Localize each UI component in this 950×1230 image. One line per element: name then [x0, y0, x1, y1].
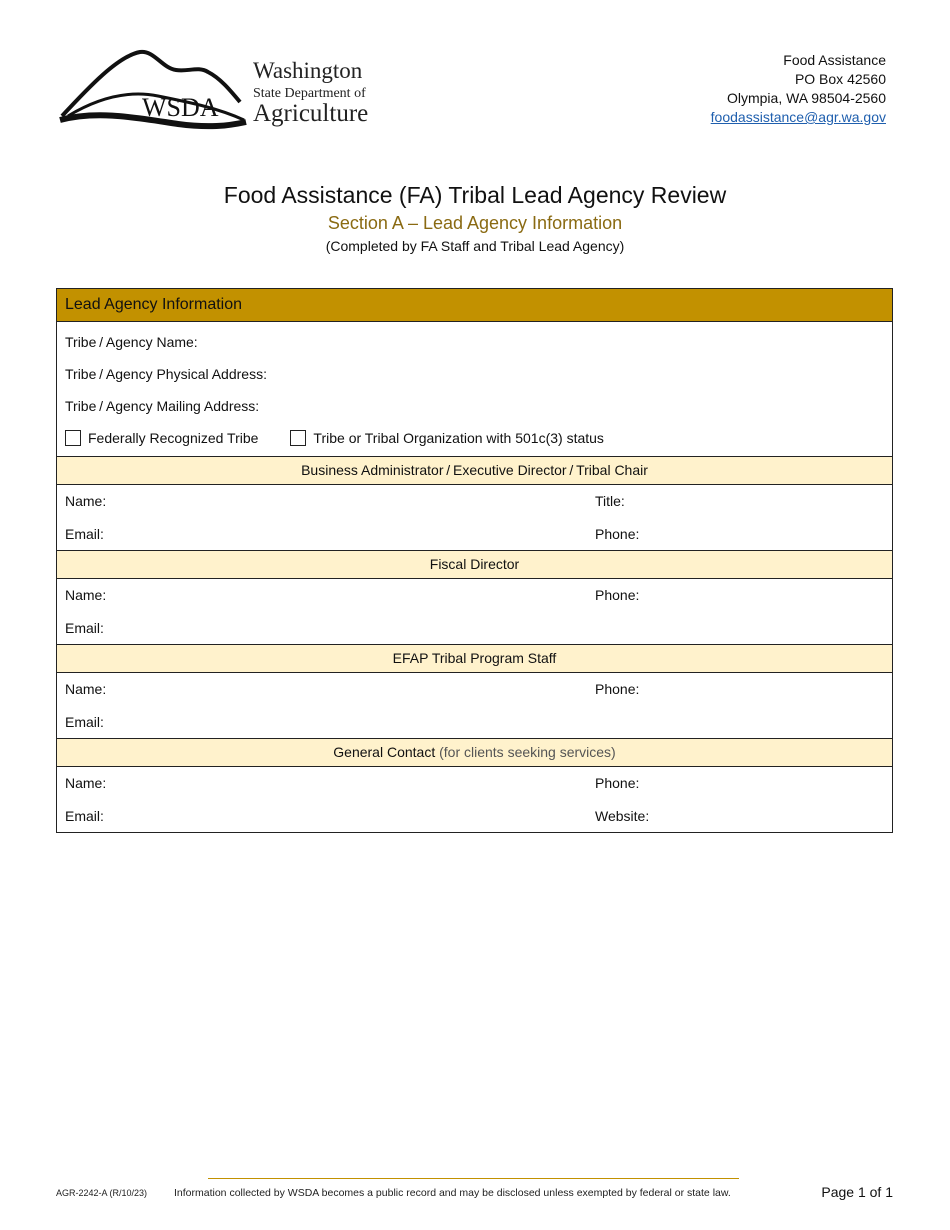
section-title-general-contact: General Contact — [333, 744, 436, 760]
mountain-logo-icon — [58, 48, 248, 138]
general-contact-name-field[interactable]: Name: — [65, 775, 107, 791]
logo-state-department: State Department of — [253, 86, 366, 101]
section-title-administrator: Business Administrator / Executive Director / Tribal Chair — [301, 462, 648, 478]
section-header-fiscal-director — [57, 550, 892, 579]
section-header-administrator — [57, 456, 892, 485]
administrator-fields — [57, 485, 892, 550]
contact-org: Food Assistance — [783, 52, 886, 68]
contact-city: Olympia, WA 98504-2560 — [726, 90, 886, 106]
tribal-501c3-label: Tribe or Tribal Organization with 501c(3) status — [313, 430, 604, 446]
program-staff-phone-field[interactable]: Phone: — [595, 681, 640, 697]
federally-recognized-checkbox[interactable] — [65, 430, 81, 446]
section-title-program-staff: EFAP Tribal Program Staff — [392, 650, 557, 666]
footer-divider — [208, 1178, 739, 1179]
fiscal-director-fields — [57, 579, 892, 644]
wsda-logo — [58, 48, 388, 138]
tribal-501c3-option[interactable] — [290, 430, 604, 446]
federally-recognized-label: Federally Recognized Tribe — [88, 430, 259, 446]
mailing-address-field[interactable]: Tribe / Agency Mailing Address: — [65, 398, 260, 414]
contact-block — [711, 51, 886, 127]
page-number: Page 1 of 1 — [821, 1184, 893, 1200]
lead-agency-form — [56, 288, 893, 833]
public-record-notice: Information collected by WSDA becomes a public record and may be disclosed unless exempted by federal or state law. — [174, 1187, 731, 1199]
logo-mark-text: WSDA — [142, 93, 219, 122]
page-heading — [0, 180, 950, 256]
program-staff-name-field[interactable]: Name: — [65, 681, 107, 697]
general-contact-email-field[interactable]: Email: — [65, 807, 104, 824]
page-title: Food Assistance (FA) Tribal Lead Agency Review — [223, 182, 727, 208]
program-staff-empty-cell — [595, 706, 884, 739]
section-title: Section A – Lead Agency Information — [327, 213, 623, 233]
section-note-general-contact: (for clients seeking services) — [439, 744, 616, 760]
fiscal-director-empty-cell — [595, 612, 884, 645]
tribe-status-checkboxes — [65, 422, 884, 454]
agency-name-field[interactable]: Tribe / Agency Name: — [65, 334, 198, 350]
federally-recognized-option[interactable] — [65, 430, 258, 446]
section-header-program-staff — [57, 644, 892, 673]
program-staff-fields — [57, 673, 892, 738]
administrator-name-field[interactable]: Name: — [65, 493, 107, 509]
fiscal-director-phone-field[interactable]: Phone: — [595, 587, 640, 603]
program-staff-email-field[interactable]: Email: — [65, 713, 104, 730]
logo-washington: Washington — [253, 58, 363, 83]
physical-address-field[interactable]: Tribe / Agency Physical Address: — [65, 366, 267, 382]
fiscal-director-email-field[interactable]: Email: — [65, 619, 104, 636]
general-contact-website-field[interactable]: Website: — [595, 807, 650, 824]
contact-po-box: PO Box 42560 — [794, 71, 886, 87]
administrator-title-field[interactable]: Title: — [595, 493, 625, 509]
fiscal-director-name-field[interactable]: Name: — [65, 587, 107, 603]
logo-agriculture: Agriculture — [253, 100, 369, 127]
administrator-email-field[interactable]: Email: — [65, 525, 104, 542]
form-header: Lead Agency Information — [57, 289, 892, 322]
section-title-fiscal-director: Fiscal Director — [429, 556, 520, 572]
general-contact-fields — [57, 767, 892, 832]
contact-email-link[interactable]: foodassistance@agr.wa.gov — [710, 109, 886, 125]
completion-note: (Completed by FA Staff and Tribal Lead Agency) — [325, 238, 625, 254]
form-code: AGR-2242-A (R/10/23) — [56, 1188, 148, 1198]
tribal-501c3-checkbox[interactable] — [290, 430, 306, 446]
section-header-general-contact — [57, 738, 892, 767]
agency-fields — [57, 322, 892, 456]
administrator-phone-field[interactable]: Phone: — [595, 525, 640, 542]
general-contact-phone-field[interactable]: Phone: — [595, 775, 640, 791]
